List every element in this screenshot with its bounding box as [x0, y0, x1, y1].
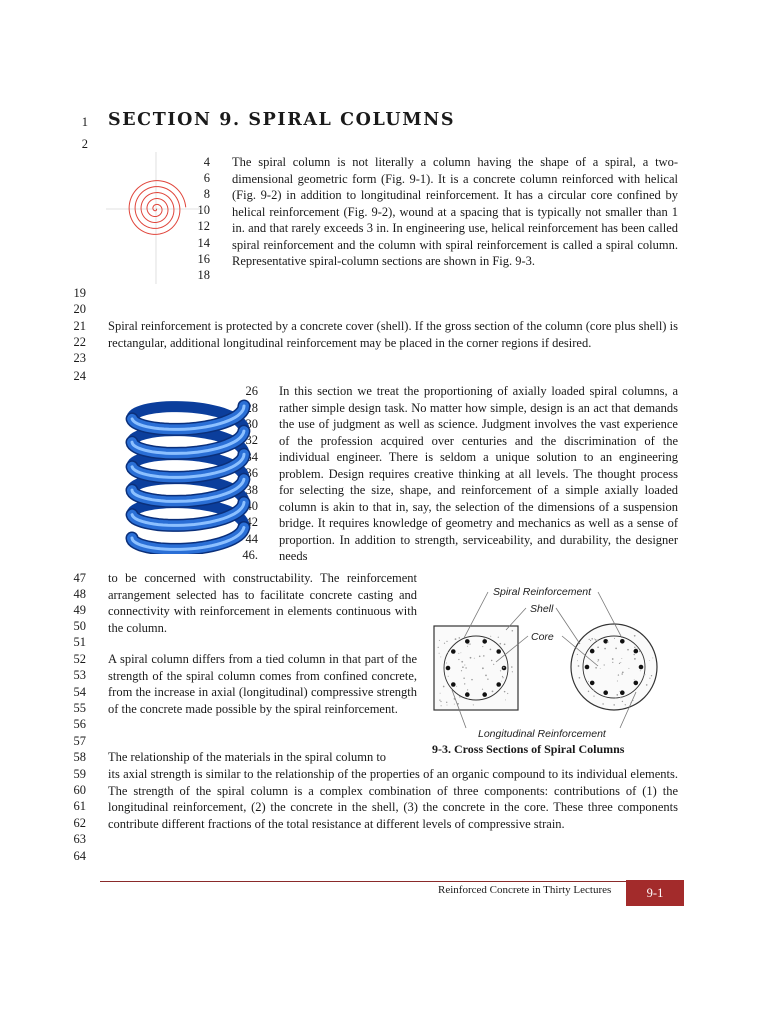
aggregate-speck	[482, 667, 484, 669]
aggregate-speck	[649, 678, 650, 679]
aggregate-speck	[440, 656, 441, 657]
aggregate-speck	[491, 660, 492, 661]
longitudinal-bar	[496, 682, 501, 687]
line-number: 42	[245, 515, 258, 529]
aggregate-speck	[446, 663, 447, 664]
aggregate-speck	[651, 675, 652, 676]
line-number: 47	[73, 571, 86, 585]
line-number: 22	[73, 335, 86, 349]
aggregate-speck	[597, 661, 598, 662]
aggregate-speck	[502, 676, 503, 677]
aggregate-speck	[471, 679, 473, 681]
aggregate-speck	[646, 684, 648, 686]
longitudinal-bar	[482, 639, 487, 644]
aggregate-speck	[620, 697, 622, 699]
aggregate-speck	[652, 657, 653, 658]
line-number: 34	[245, 450, 258, 464]
line-number: 64	[73, 849, 86, 863]
aggregate-speck	[483, 655, 485, 657]
aggregate-speck	[503, 677, 504, 678]
aggregate-speck	[474, 658, 475, 659]
line-number: 52	[73, 652, 86, 666]
spiral-curve	[129, 181, 186, 235]
aggregate-speck	[447, 705, 448, 706]
aggregate-speck	[622, 671, 624, 673]
longitudinal-bar	[465, 639, 470, 644]
line-number: 28	[245, 401, 258, 415]
aggregate-speck	[625, 704, 626, 705]
line-number: 53	[73, 668, 86, 682]
paragraph-confinement: A spiral column differs from a tied column in that part of the strength of the spiral column comes from confined concrete, from the increase in axial (longitudinal) compressive strength of the concrete made possible by the spiral reinforcement.	[108, 652, 417, 716]
paragraph-relationship: its axial strength is similar to the relationship of the properties of an organic compound to its individual elements. The strength of the spiral column is a complex combination of three components: contributions of (1) the longitudinal reinforcement, (2) the concrete in the shell, (3) the concrete in the core. These three components contribute different fractions of the total resistance at different levels of compressive strain.	[108, 767, 678, 831]
aggregate-speck	[613, 704, 615, 706]
aggregate-speck	[600, 668, 601, 669]
aggregate-speck	[446, 702, 447, 703]
spiral-figure	[106, 152, 206, 284]
aggregate-speck	[490, 649, 492, 651]
aggregate-speck	[467, 643, 468, 644]
label-longitudinal-reinforcement: Longitudinal Reinforcement	[478, 728, 606, 740]
line-number: 14	[197, 236, 210, 250]
aggregate-speck	[619, 691, 620, 692]
aggregate-speck	[467, 646, 468, 647]
aggregate-speck	[634, 658, 636, 660]
line-number: 30	[245, 417, 258, 431]
aggregate-speck	[604, 648, 606, 650]
aggregate-speck	[454, 704, 455, 705]
aggregate-speck	[634, 635, 636, 637]
aggregate-speck	[467, 689, 468, 690]
aggregate-speck	[484, 637, 485, 638]
aggregate-speck	[464, 683, 465, 684]
aggregate-speck	[446, 641, 447, 642]
footer-title: Reinforced Concrete in Thirty Lectures	[438, 884, 612, 896]
aggregate-speck	[597, 640, 598, 641]
aggregate-speck	[511, 666, 513, 668]
line-number: 26	[245, 384, 258, 398]
aggregate-speck	[463, 678, 464, 679]
figure-caption: 9-3. Cross Sections of Spiral Columns	[432, 742, 625, 756]
line-number: 6	[203, 171, 210, 185]
aggregate-speck	[594, 638, 595, 639]
aggregate-speck	[620, 662, 621, 663]
line-number: 44	[245, 532, 258, 546]
line-number: 40	[245, 499, 258, 513]
aggregate-speck	[505, 699, 506, 700]
aggregate-speck	[633, 654, 634, 655]
aggregate-speck	[512, 671, 513, 672]
line-number: 24	[73, 369, 86, 383]
aggregate-speck	[589, 639, 590, 640]
aggregate-speck	[618, 674, 619, 675]
aggregate-speck	[470, 657, 472, 659]
line-number: 21	[73, 319, 86, 333]
aggregate-speck	[462, 666, 464, 668]
footer-rule	[100, 881, 684, 882]
aggregate-speck	[455, 638, 457, 640]
aggregate-speck	[492, 691, 494, 693]
aggregate-speck	[502, 669, 503, 670]
paragraph-design: In this section we treat the proportioning of axially loaded spiral columns, a rather simple design task. No matter how simple, design is an act that demands the use of judgment as well as science. Judgment involves the vast experience of the profession acquired over centuries and the discrimination of the individual engineer. There is seldom a unique solution to an engineering problem. Design requires creative thinking at all levels. The thought process for selecting the size, shape, and reinforcement of a simple axially loaded column is akin to that in, say, the selection of the dimensions of a suspension bridge. It requires knowledge of geometry and mechanics as well as a sense of proportion. In addition to strength, serviceability, and durability, the designer needs	[279, 384, 678, 563]
longitudinal-bar	[451, 682, 456, 687]
line-number: 49	[73, 603, 86, 617]
cross-sections-figure	[430, 580, 680, 742]
line-number: 20	[73, 302, 86, 316]
aggregate-speck	[644, 674, 645, 675]
page-number: 9-1	[626, 880, 684, 906]
line-number: 46.	[242, 548, 258, 562]
line-number: 61	[73, 799, 86, 813]
aggregate-speck	[464, 664, 465, 665]
line-number: 12	[197, 219, 210, 233]
aggregate-speck	[461, 670, 462, 671]
aggregate-speck	[597, 646, 599, 648]
aggregate-speck	[439, 699, 440, 700]
line-number: 16	[197, 252, 210, 266]
aggregate-speck	[447, 652, 448, 653]
aggregate-speck	[444, 643, 445, 644]
aggregate-speck	[482, 689, 483, 690]
aggregate-speck	[479, 656, 481, 658]
line-number: 23	[73, 351, 86, 365]
aggregate-speck	[459, 637, 461, 639]
longitudinal-bar	[620, 690, 625, 695]
leader-line	[556, 608, 580, 644]
aggregate-speck	[579, 677, 581, 679]
aggregate-speck	[441, 705, 442, 706]
aggregate-speck	[590, 640, 591, 641]
line-number: 1	[81, 115, 88, 129]
aggregate-speck	[439, 653, 440, 654]
aggregate-speck	[612, 662, 613, 663]
aggregate-speck	[577, 654, 578, 655]
aggregate-speck	[440, 693, 441, 694]
longitudinal-bar	[620, 639, 625, 644]
aggregate-speck	[469, 643, 470, 644]
aggregate-speck	[607, 641, 609, 643]
aggregate-speck	[593, 695, 594, 696]
aggregate-speck	[616, 694, 618, 696]
label-shell: Shell	[530, 603, 554, 615]
aggregate-speck	[443, 686, 445, 688]
aggregate-speck	[612, 658, 614, 660]
aggregate-speck	[615, 648, 617, 650]
line-number: 63	[73, 832, 86, 846]
aggregate-speck	[456, 686, 457, 687]
longitudinal-bar	[590, 681, 595, 686]
line-number: 60	[73, 783, 86, 797]
aggregate-speck	[595, 667, 597, 669]
aggregate-speck	[461, 661, 463, 663]
aggregate-speck	[602, 703, 603, 704]
aggregate-speck	[604, 664, 605, 665]
aggregate-speck	[465, 667, 466, 668]
line-number: 51	[73, 635, 86, 649]
aggregate-speck	[500, 670, 501, 671]
aggregate-speck	[617, 680, 618, 681]
aggregate-speck	[634, 647, 635, 648]
aggregate-speck	[512, 630, 514, 632]
aggregate-speck	[619, 663, 620, 664]
aggregate-speck	[501, 681, 502, 682]
aggregate-speck	[639, 650, 640, 651]
label-spiral-reinforcement: Spiral Reinforcement	[493, 586, 592, 598]
aggregate-speck	[598, 659, 600, 661]
line-number: 57	[73, 734, 86, 748]
aggregate-speck	[460, 652, 461, 653]
longitudinal-bar	[482, 692, 487, 697]
line-number: 32	[245, 433, 258, 447]
aggregate-speck	[458, 659, 459, 660]
aggregate-speck	[593, 690, 594, 691]
aggregate-speck	[621, 673, 623, 675]
line-number: 10	[197, 203, 210, 217]
aggregate-speck	[588, 691, 589, 692]
aggregate-speck	[500, 643, 502, 645]
aggregate-speck	[628, 668, 629, 669]
aggregate-speck	[439, 640, 440, 641]
longitudinal-bar	[451, 649, 456, 654]
line-number: 19	[73, 286, 86, 300]
section-title: SECTION 9. SPIRAL COLUMNS	[108, 110, 456, 130]
helix-figure	[118, 386, 258, 554]
longitudinal-bar	[639, 665, 644, 670]
paragraph-cover: Spiral reinforcement is protected by a concrete cover (shell). If the gross section of the column (core plus shell) is rectangular, additional longitudinal reinforcement may be placed in the corner regions if desired.	[108, 319, 678, 350]
aggregate-speck	[640, 670, 641, 671]
line-number: 8	[203, 187, 210, 201]
aggregate-speck	[577, 660, 578, 661]
aggregate-speck	[448, 676, 449, 677]
line-number: 59	[73, 767, 86, 781]
aggregate-speck	[591, 638, 593, 640]
line-number: 55	[73, 701, 86, 715]
aggregate-speck	[468, 698, 469, 699]
aggregate-speck	[615, 697, 616, 698]
aggregate-speck	[438, 647, 439, 648]
aggregate-speck	[458, 653, 459, 654]
aggregate-speck	[490, 636, 491, 637]
paragraph-spiral-intro: The spiral column is not literally a column having the shape of a spiral, a two-dimensional geometric form (Fig. 9-1). It is a concrete column reinforced with helical (Fig. 9-2) in addition to longitudinal reinforcement. It has a circular core confined by helical reinforcement (Fig. 9-2), wound at a spacing that is typically not smaller than 1 in. and that rarely exceeds 3 in. In engineering use, helical reinforcement has been called spiral reinforcement and the column with spiral reinforcement is called a spiral column. Representative spiral-column sections are shown in Fig. 9-3.	[232, 155, 678, 268]
helix-coils	[132, 406, 244, 549]
longitudinal-bar	[446, 666, 451, 671]
aggregate-speck	[637, 649, 638, 650]
aggregate-speck	[493, 664, 494, 665]
longitudinal-bar	[590, 649, 595, 654]
aggregate-speck	[595, 639, 596, 640]
aggregate-speck	[482, 646, 483, 647]
longitudinal-bar	[634, 681, 639, 686]
line-number: 48	[73, 587, 86, 601]
line-number: 4	[203, 155, 210, 169]
line-number: 54	[73, 685, 86, 699]
line-number: 18	[197, 268, 210, 282]
paragraph-relationship-start: The relationship of the materials in the spiral column to	[108, 750, 387, 764]
aggregate-speck	[622, 701, 623, 702]
aggregate-speck	[440, 701, 441, 702]
aggregate-speck	[503, 667, 505, 669]
aggregate-speck	[649, 660, 650, 661]
line-number: 36	[245, 466, 258, 480]
line-number: 2	[81, 137, 88, 151]
aggregate-speck	[621, 658, 622, 659]
circle-shell	[571, 624, 657, 710]
line-number: 50	[73, 619, 86, 633]
aggregate-speck	[504, 643, 506, 645]
aggregate-speck	[498, 637, 499, 638]
paragraph-constructability: to be concerned with constructability. The reinforcement arrangement selected has to facilitate concrete casting and connectivity with reinforcement in elements continuous with the column.	[108, 571, 417, 635]
aggregate-speck	[485, 675, 487, 677]
longitudinal-bar	[603, 690, 608, 695]
aggregate-speck	[504, 691, 506, 693]
line-number: 38	[245, 483, 258, 497]
aggregate-speck	[473, 704, 474, 705]
aggregate-speck	[634, 679, 635, 680]
aggregate-speck	[487, 678, 488, 679]
line-number: 62	[73, 816, 86, 830]
aggregate-speck	[627, 649, 629, 651]
aggregate-speck	[578, 665, 580, 667]
longitudinal-bar	[465, 692, 470, 697]
line-number: 58	[73, 750, 86, 764]
label-core: Core	[531, 631, 554, 643]
aggregate-speck	[459, 696, 460, 697]
aggregate-speck	[588, 681, 589, 682]
aggregate-speck	[507, 693, 508, 694]
line-number: 56	[73, 717, 86, 731]
longitudinal-bar	[585, 665, 590, 670]
longitudinal-bar	[496, 649, 501, 654]
aggregate-speck	[614, 638, 615, 639]
